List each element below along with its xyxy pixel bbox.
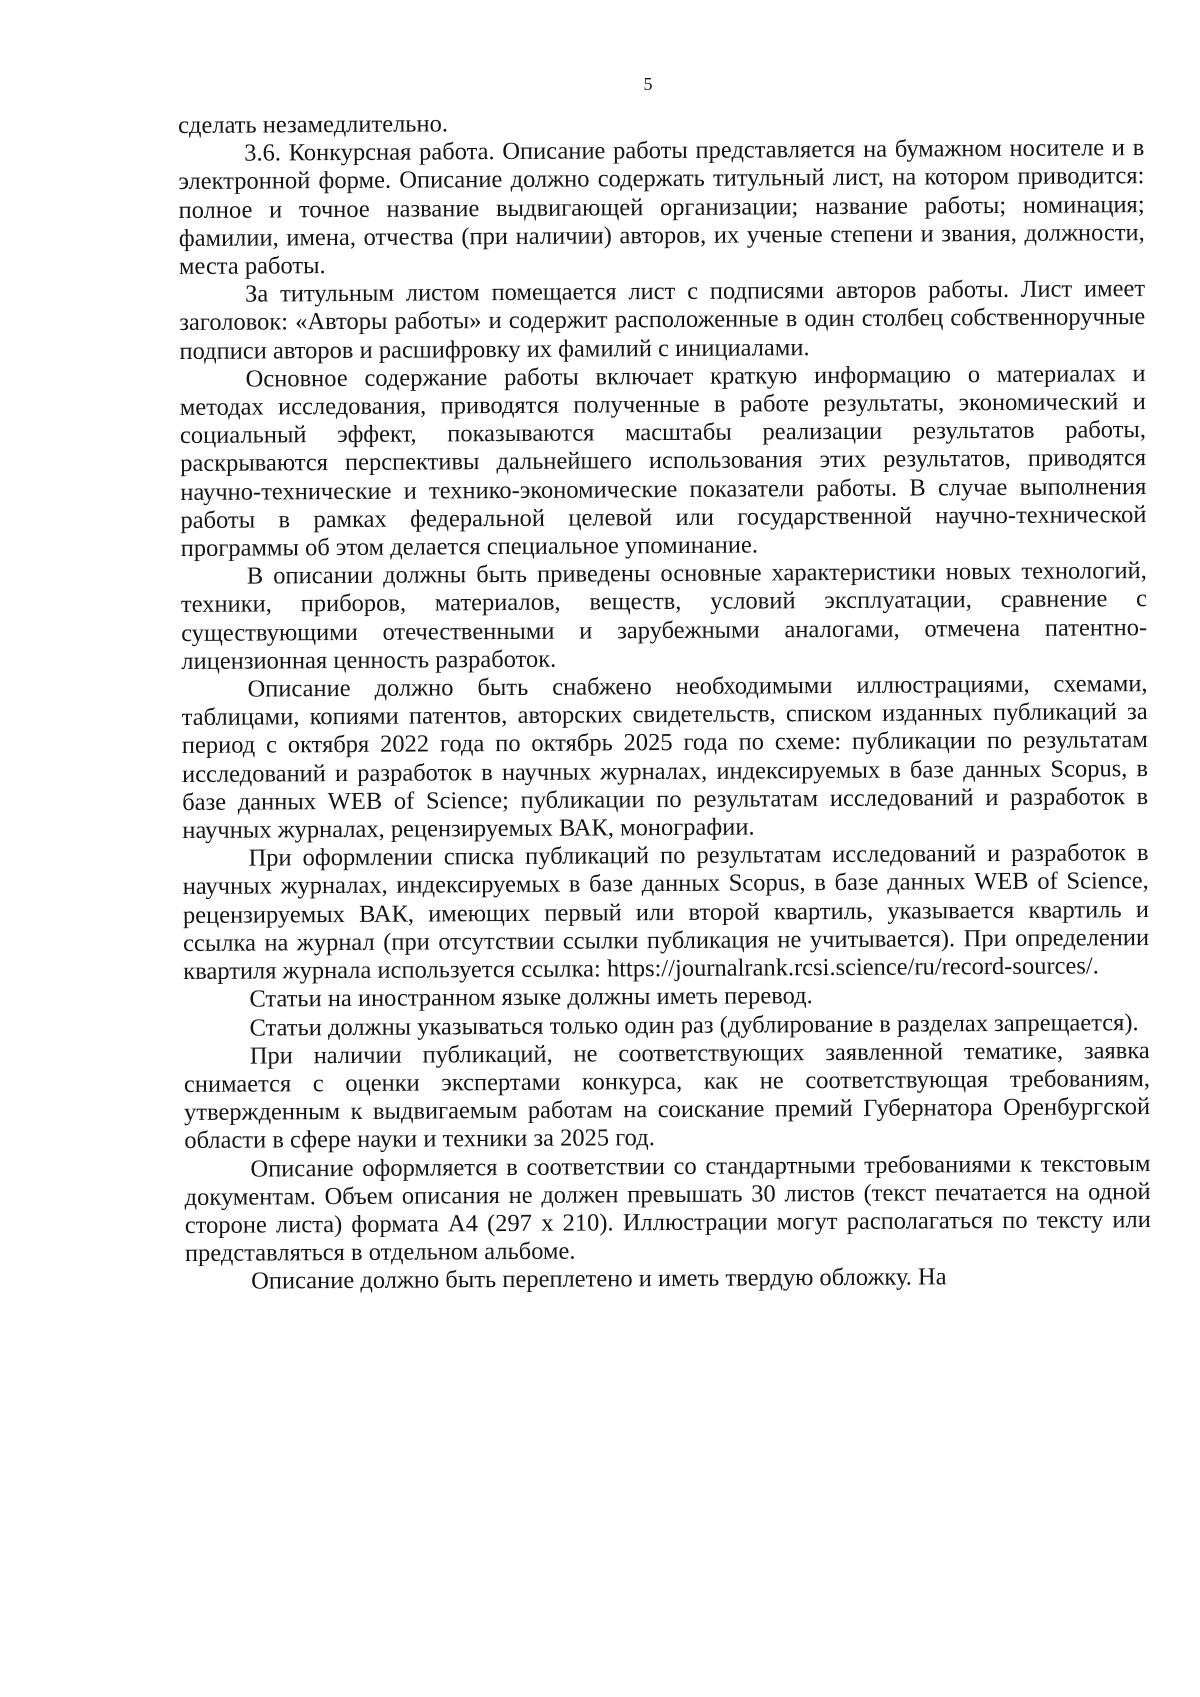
paragraph-translation: Статьи на иностранном языке должны иметь перевод.: [249, 982, 813, 1013]
paragraph-main-content: Основное содержание работы включает краткую информацию о материалах и методах исследования, приводятся полученные в работе результаты, экономический и социальный эффект, показываются масштабы реализации результатов работы, раскрываются перспективы дальнейшего использования этих результатов, приводятся научно-технические и технико-экономические показатели работы. В случае выполнения работы в рамках федеральной целевой или государственной научно-технической программы об этом делается специальное упоминание.: [179, 359, 1147, 563]
paragraph-formatting: Описание оформляется в соответствии со стандартными требованиями к текстовым документам. Объем описания не должен превышать 30 листов (текст печатается на одной стороне листа) формата А4 (297 х 210). Иллюстрации могут располагаться по тексту или представляться в отдельном альбоме.: [184, 1149, 1151, 1268]
body-text: [178, 106, 1151, 1296]
paragraph-characteristics: В описании должны быть приведены основные характеристики новых технологий, техники, приборов, материалов, веществ, условий эксплуатации, сравнение с существующими отечественными и зарубежными аналогами, отмечена патентно-лицензионная ценность разработок.: [180, 557, 1148, 675]
paragraph-no-duplicates: Статьи должны указываться только один раз (дублирование в разделах запрещается).: [249, 1008, 1139, 1042]
paragraph-section-3-6: 3.6. Конкурсная работа. Описание работы представляется на бумажном носителе и в электронной форме. Описание должно содержать титульный лист, на котором приводится: полное и точное название выдвигающей организации; название работы; номинация; фамилии, имена, отчества (при наличии) авторов, их ученые степени и звания, должности, места работы.: [178, 134, 1145, 281]
paragraph-binding: Описание должно быть переплетено и иметь твердую обложку. На: [251, 1263, 947, 1295]
paragraph-continuation: сделать незамедлительно.: [178, 110, 449, 139]
page-number: 5: [643, 74, 653, 94]
paragraph-publication-list: При оформлении списка публикаций по результатам исследований и разработок в научных журналах, индексируемых в базе данных Scopus, в базе данных WEB of Science, рецензируемых ВАК, имеющих первый или второй квартиль, указывается квартиль и ссылка на журнал (при отсутствии ссылки публикация не учитывается). При определении квартиля журнала используется ссылка: https://journalrank.rcsi.science/ru/record-sources/.: [182, 839, 1150, 986]
paragraph-illustrations: Описание должно быть снабжено необходимыми иллюстрациями, схемами, таблицами, копиями патентов, авторских свидетельств, списком изданных публикаций за период с октября 2022 года по октябрь 2025 года по схеме: публикации по результатам исследований и разработок в научных журналах, индексируемых в базе данных Scopus, в базе данных WEB of Science; публикации по результатам исследований и разработок в научных журналах, рецензируемых ВАК, монографии.: [181, 670, 1149, 845]
paragraph-signatures-sheet: За титульным листом помещается лист с подписями авторов работы. Лист имеет заголовок: «Авторы работы» и содержит расположенные в один столбец собственноручные подписи авторов и расшифровку их фамилий с инициалами.: [179, 275, 1146, 365]
paragraph-nonmatching-publications: При наличии публикаций, не соответствующих заявленной тематике, заявка снимается с оценки экспертами конкурса, как не соответствующая требованиям, утвержденным к выдвигаемым работам на соискание премий Губернатора Оренбургской области в сфере науки и техники за 2025 год.: [183, 1036, 1151, 1155]
